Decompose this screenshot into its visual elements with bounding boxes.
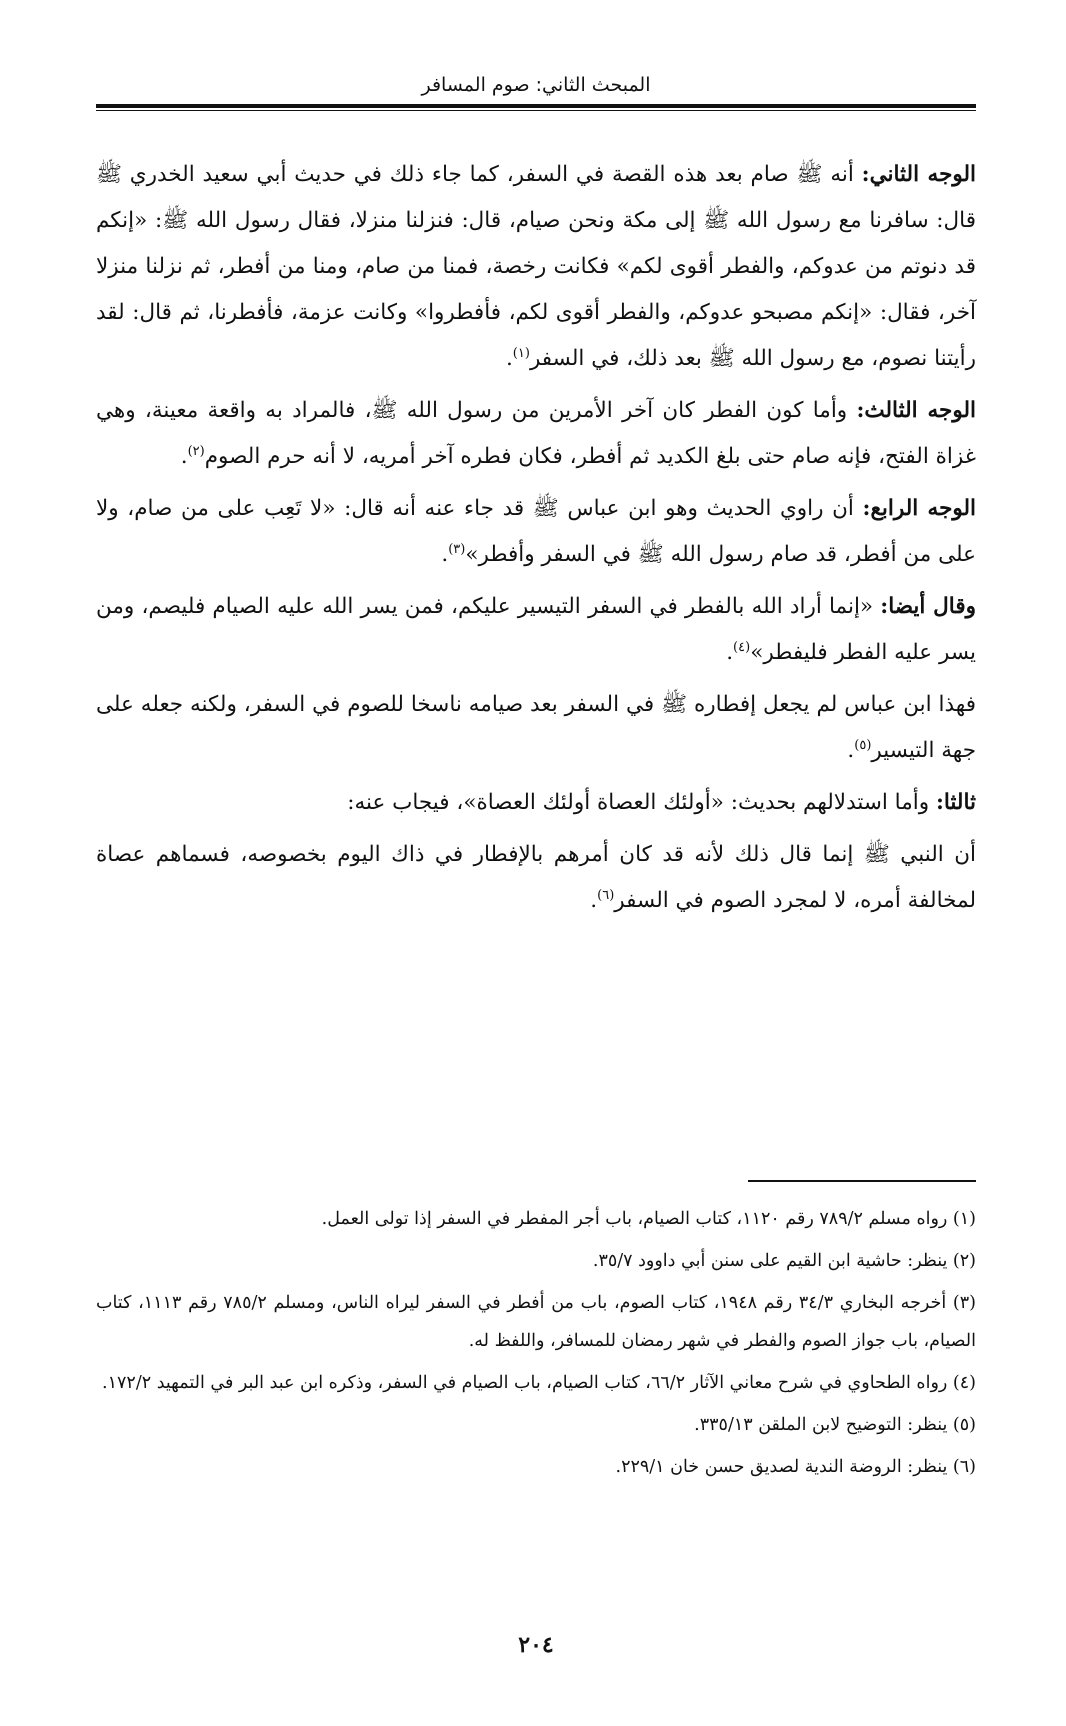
- footnote-4: (٤) رواه الطحاوي في شرح معاني الآثار ٦٦/٢، كتاب الصيام، باب الصيام في السفر، وذكره ابن عبد البر في التمهيد ١٧٢/٢.: [102, 1373, 976, 1393]
- footnote-6: (٦) ينظر: الروضة الندية لصديق حسن خان ٢٢٩/١.: [615, 1457, 976, 1477]
- footnote-ref[interactable]: (٥): [854, 737, 872, 753]
- paragraph-text: وأما استدلالهم بحديث: «أولئك العصاة أولئك العصاة»، فيجاب عنه:: [347, 790, 936, 815]
- footnote-ref[interactable]: (١): [512, 345, 530, 361]
- main-text: [96, 152, 976, 930]
- paragraph-text: أن راوي الحديث وهو ابن عباس ﷺ قد جاء عنه أنه قال: «لا تَعِب على من صام، ولا على من أفطر، قد صام رسول الله ﷺ في السفر وأفطر»: [96, 496, 976, 567]
- paragraph-also-said: [96, 584, 976, 676]
- footnote-1: (١) رواه مسلم ٧٨٩/٢ رقم ١١٢٠، كتاب الصيام، باب أجر المفطر في السفر إذا تولى العمل.: [321, 1209, 976, 1229]
- paragraph-text: أن النبي ﷺ إنما قال ذلك لأنه قد كان أمرهم بالإفطار في ذاك اليوم بخصوصه، فسماهم عصاة لمخالفة أمره، لا لمجرد الصوم في السفر: [96, 842, 976, 913]
- paragraph-text: أنه ﷺ صام بعد هذه القصة في السفر، كما جاء ذلك في حديث أبي سعيد الخدري ﷺ قال: سافرنا مع رسول الله ﷺ إلى مكة ونحن صيام، قال: فنزلنا منزلا، فقال رسول الله ﷺ: «إنكم قد دنوتم من عدوكم، والفطر أقوى لكم» فكانت رخصة، فمنا من صام، ومنا من أفطر، ثم نزلنا منزلا آخر، فقال: «إنكم مصبحو عدوكم، والفطر أقوى لكم، فأفطروا» وكانت عزمة، فأفطرنا، ثم قال: لقد رأيتنا نصوم، مع رسول الله ﷺ بعد ذلك، في السفر: [96, 162, 976, 371]
- paragraph-text: وأما كون الفطر كان آخر الأمرين من رسول الله ﷺ، فالمراد به واقعة معينة، وهي غزاة الفتح، فإنه صام حتى بلغ الكديد ثم أفطر، فكان فطره آخر أمريه، لا أنه حرم الصوم: [96, 398, 976, 469]
- paragraph-thirdly: [96, 780, 976, 826]
- footnote-3: (٣) أخرجه البخاري ٣٤/٣ رقم ١٩٤٨، كتاب الصوم، باب من أفطر في السفر ليراه الناس، ومسلم ٧٨٥/٢ رقم ١١١٣، كتاب الصيام، باب جواز الصوم والفطر في شهر رمضان للمسافر، واللفظ له.: [96, 1293, 976, 1351]
- paragraph-end: .: [726, 640, 734, 665]
- paragraph-text: فهذا ابن عباس لم يجعل إفطاره ﷺ في السفر بعد صيامه ناسخا للصوم في السفر، ولكنه جعله على جهة التيسير: [96, 692, 976, 763]
- paragraph-answer: [96, 832, 976, 924]
- paragraph-lead: الوجه الثالث:: [856, 398, 976, 423]
- paragraph-fourth-aspect: [96, 486, 976, 578]
- paragraph-end: .: [505, 346, 513, 371]
- footnote-ref[interactable]: (٤): [733, 639, 751, 655]
- footnote-ref[interactable]: (٦): [597, 887, 615, 903]
- header-rule-thin: [96, 110, 976, 111]
- page-number: ٢٠٤: [518, 1632, 554, 1658]
- paragraph-lead: الوجه الثاني:: [861, 162, 976, 187]
- footnote-ref[interactable]: (٣): [448, 541, 466, 557]
- paragraph-fourth-aspect-second: [96, 152, 976, 382]
- paragraph-ibn-abbas: [96, 682, 976, 774]
- paragraph-end: .: [441, 542, 449, 567]
- footnote-separator: [748, 1180, 976, 1182]
- paragraph-lead: ثالثا:: [935, 790, 976, 815]
- footnote-5: (٥) ينظر: التوضيح لابن الملقن ٣٣٥/١٣.: [694, 1415, 976, 1435]
- paragraph-end: .: [590, 888, 598, 913]
- footnote-ref[interactable]: (٢): [187, 443, 205, 459]
- footnotes: [96, 1200, 976, 1490]
- footnote-2: (٢) ينظر: حاشية ابن القيم على سنن أبي داوود ٣٥/٧.: [592, 1251, 976, 1271]
- paragraph-lead: الوجه الرابع:: [862, 496, 976, 521]
- paragraph-lead: وقال أيضا:: [880, 594, 977, 619]
- paragraph-end: .: [847, 738, 855, 763]
- running-header: المبحث الثاني: صوم المسافر: [421, 74, 651, 96]
- paragraph-third-aspect: [96, 388, 976, 480]
- header-rule-thick: [96, 104, 976, 108]
- paragraph-text: «إنما أراد الله بالفطر في السفر التيسير عليكم، فمن يسر الله عليه الصيام فليصم، ومن يسر عليه الفطر فليفطر»: [96, 594, 976, 665]
- paragraph-end: .: [180, 444, 188, 469]
